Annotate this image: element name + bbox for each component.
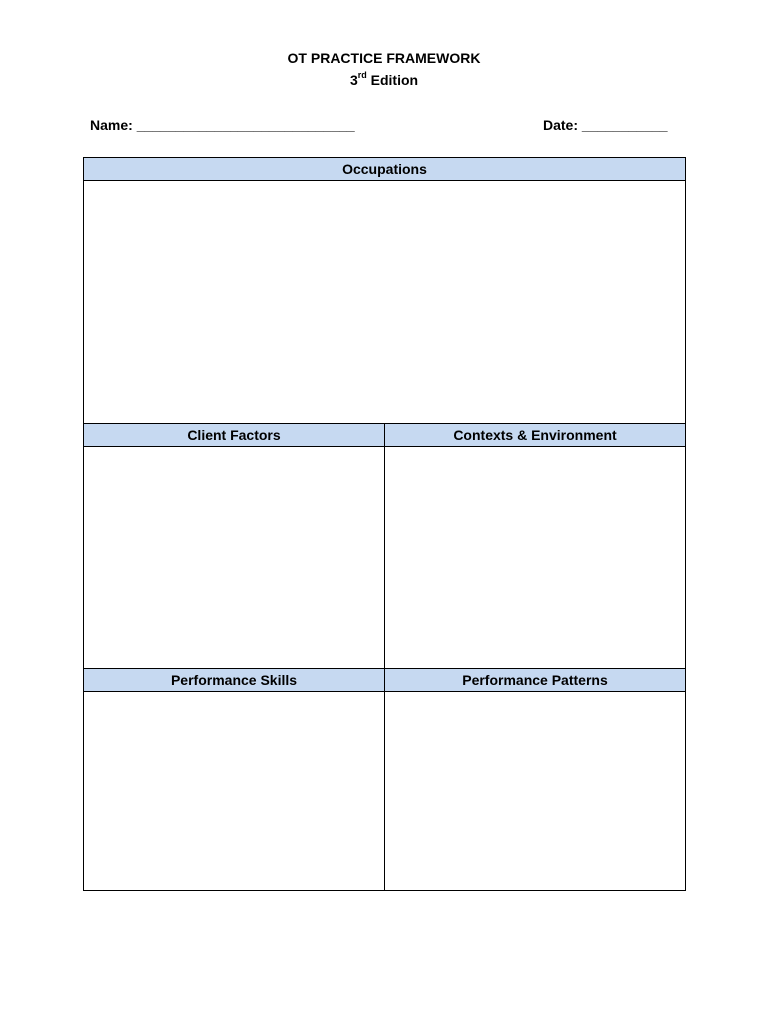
client-factors-entry-area[interactable] [84,447,384,668]
date-field[interactable] [543,116,668,134]
edition-label: Edition [370,72,419,88]
occupations-entry-area[interactable] [84,181,685,423]
contexts-environment-header: Contexts & Environment [385,424,685,447]
occupations-header: Occupations [84,158,685,181]
contexts-environment-entry-area[interactable] [385,447,685,668]
name-field[interactable] [90,116,355,134]
performance-skills-entry-area[interactable] [84,692,384,890]
performance-patterns-entry-area[interactable] [385,692,685,890]
client-factors-header: Client Factors [84,424,384,447]
name-blank-line[interactable]: ____________________________ [136,117,355,133]
date-label: Date: [543,117,579,133]
framework-worksheet-grid [83,157,686,891]
date-blank-line[interactable]: ___________ [581,117,668,133]
performance-skills-header: Performance Skills [84,669,384,692]
edition-number: 3 [349,72,358,88]
edition-subtitle [0,71,768,89]
name-label: Name: [90,117,133,133]
performance-patterns-header: Performance Patterns [385,669,685,692]
edition-suffix: rd [357,70,367,81]
column-divider [384,424,385,890]
page-title: OT PRACTICE FRAMEWORK [287,50,481,66]
